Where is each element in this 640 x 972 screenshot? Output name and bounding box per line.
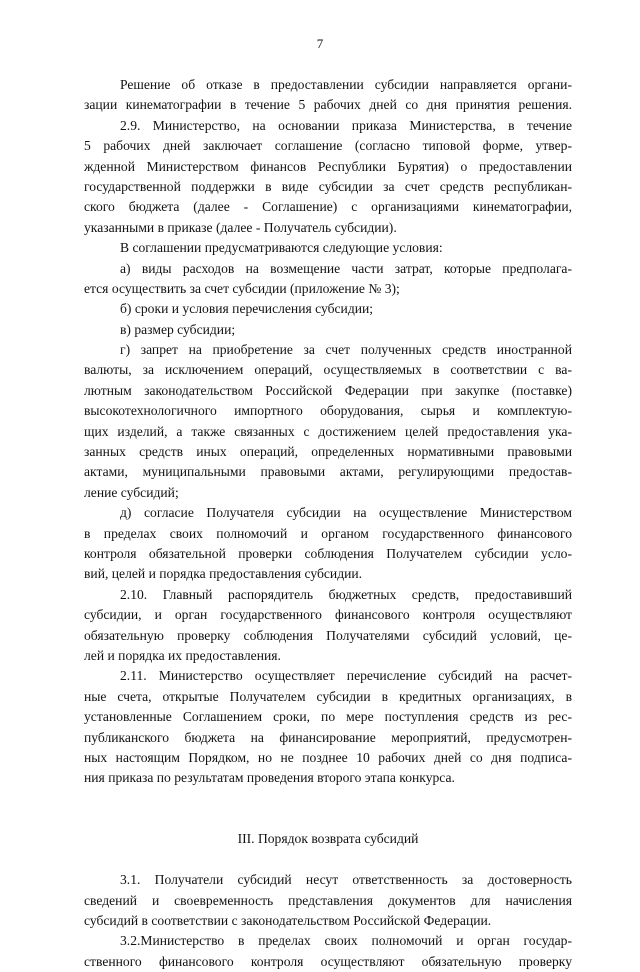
text-line: указанными в приказе (далее - Получатель субсидии). xyxy=(84,219,397,235)
text-line: а) виды расходов на возмещение части затрат, которые предполага- xyxy=(120,260,572,276)
text-line: 2.11. Министерство осуществляет перечисление субсидий на расчет- xyxy=(120,668,572,684)
text-line: в) размер субсидии; xyxy=(120,321,236,337)
page-number: 7 xyxy=(316,36,324,51)
text-line: ление субсидий; xyxy=(84,484,179,500)
text-line: ния приказа по результатам проведения второго этапа конкурса. xyxy=(84,770,455,786)
text-line: сведений и своевременность представления документов для начисления xyxy=(84,892,572,908)
spacer xyxy=(84,809,572,829)
text-line: ского бюджета (далее - Соглашение) с организациями кинематографии, xyxy=(84,199,572,215)
section-3-text xyxy=(84,870,572,972)
section-2-text xyxy=(84,75,572,789)
section-heading: III. Порядок возврата субсидий xyxy=(237,831,419,847)
text-line: публиканского бюджета на финансирование мероприятий, предусмотрен- xyxy=(84,729,572,745)
text-line: 2.10. Главный распорядитель бюджетных средств, предоставивший xyxy=(120,586,572,602)
text-line: обязательную проверку соблюдения Получателями субсидий условий, це- xyxy=(84,627,572,643)
text-line: зации кинематографии в течение 5 рабочих дней со дня принятия решения. xyxy=(84,97,572,113)
text-line: 3.2.Министерство в пределах своих полномочий и орган государ- xyxy=(120,933,572,949)
text-line: в пределах своих полномочий и органом государственного финансового xyxy=(84,525,572,541)
text-line: щих изделий, а также связанных с достижением целей предоставления ука- xyxy=(84,423,572,439)
text-line: государственной поддержки в виде субсидии за счет средств республикан- xyxy=(84,178,572,194)
text-line: лютным законодательством Российской Федерации при закупке (поставке) xyxy=(84,382,572,398)
text-line: жденной Министерством финансов Республики Бурятия) о предоставлении xyxy=(84,158,572,174)
text-line: субсидий в соответствии с законодательством Российской Федерации. xyxy=(84,913,492,929)
text-line: вий, целей и порядка предоставления субсидии. xyxy=(84,566,363,582)
text-line: 3.1. Получатели субсидий несут ответственность за достоверность xyxy=(120,872,572,888)
text-line: г) запрет на приобретение за счет полученных средств иностранной xyxy=(120,342,572,358)
text-line: 5 рабочих дней заключает соглашение (согласно типовой форме, утвер- xyxy=(84,138,572,154)
text-line: ется осуществить за счет субсидии (приложение № 3); xyxy=(84,280,400,296)
text-line: высокотехнологичного импортного оборудования, сырья и комплектую- xyxy=(84,403,572,419)
text-line: 2.9. Министерство, на основании приказа Министерства, в течение xyxy=(120,117,572,133)
document-body xyxy=(84,75,572,972)
text-line: валюты, за исключением операций, осуществляемых в соответствии с ва- xyxy=(84,362,572,378)
text-line: ные счета, открытые Получателем субсидии в кредитных организациях, в xyxy=(84,688,572,704)
text-line: ственного финансового контроля осуществляют обязательную проверку xyxy=(84,953,572,969)
text-line: б) сроки и условия перечисления субсидии; xyxy=(120,301,374,317)
text-line: контроля обязательной проверки соблюдения Получателем субсидии усло- xyxy=(84,545,572,561)
text-line: Решение об отказе в предоставлении субсидии направляется органи- xyxy=(120,77,572,92)
text-line: установленные Соглашением сроки, по мере поступления средств из рес- xyxy=(84,709,572,725)
spacer xyxy=(84,850,572,870)
text-line: актами, муниципальными правовыми актами, регулирующими предостав- xyxy=(84,464,572,480)
text-line: В соглашении предусматриваются следующие условия: xyxy=(120,240,443,256)
text-line: ных настоящим Порядком, но не позднее 10 рабочих дней со дня подписа- xyxy=(84,749,572,765)
spacer xyxy=(84,789,572,809)
text-line: субсидии, и орган государственного финансового контроля осуществляют xyxy=(84,607,572,623)
text-line: д) согласие Получателя субсидии на осуществление Министерством xyxy=(120,505,572,521)
text-line: лей и порядка их предоставления. xyxy=(84,647,281,663)
text-line: занных средств иных операций, определенных нормативными правовыми xyxy=(84,444,572,460)
